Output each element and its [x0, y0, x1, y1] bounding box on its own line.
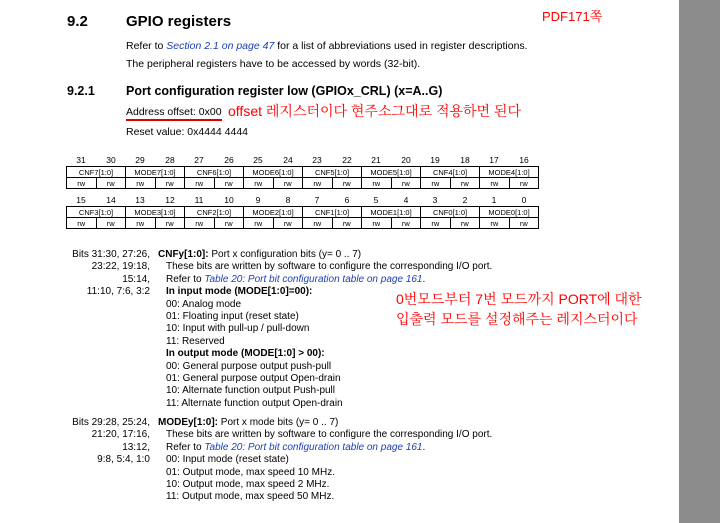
section-title: GPIO registers: [126, 13, 232, 30]
mode-option: 00: Input mode (reset state): [166, 454, 289, 466]
bit-number: 14: [106, 195, 116, 205]
field-cell: CNF6[1:0]: [185, 167, 244, 178]
field-cell: CNF1[1:0]: [303, 207, 362, 218]
access-cell: rw: [273, 218, 303, 229]
output-option: 00: General purpose output push-pull: [166, 360, 332, 372]
mode-field-title: [158, 417, 492, 429]
access-cell: rw: [480, 178, 510, 189]
field-cell: MODE7[1:0]: [126, 167, 185, 178]
input-option: 01: Floating input (reset state): [166, 311, 299, 323]
mode-option: 01: Output mode, max speed 10 MHz.: [166, 466, 335, 478]
input-option: 10: Input with pull-up / pull-down: [166, 323, 310, 335]
field-cell: MODE3[1:0]: [126, 207, 185, 218]
cnf-bits-line: Bits 31:30, 27:26,: [72, 249, 150, 260]
mode-field-summary: Port x mode bits (y= 0 .. 7): [218, 417, 339, 428]
bit-number: 13: [135, 195, 145, 205]
access-cell: rw: [450, 178, 480, 189]
bit-number: 5: [373, 195, 379, 205]
access-cell: rw: [303, 218, 333, 229]
mode-description: [158, 417, 492, 504]
bit-number: 4: [403, 195, 409, 205]
mode-desc-line: These bits are written by software to configure the corresponding I/O port.: [166, 429, 493, 441]
bit-number: 20: [401, 155, 411, 165]
bit-number: 22: [342, 155, 352, 165]
access-cell: rw: [244, 218, 274, 229]
bit-number: 0: [521, 195, 527, 205]
bit-number: 3: [432, 195, 438, 205]
cnf-bits-line: 23:22, 19:18, 15:14,: [91, 261, 150, 285]
cnf-description: [158, 249, 492, 410]
bit-number: 30: [106, 155, 116, 165]
cnf-bits-label: [63, 249, 150, 299]
table-20-link[interactable]: Table 20: Port bit configuration table on page 161: [204, 273, 423, 285]
access-cell: rw: [67, 178, 97, 189]
cnf-bits-line: 11:10, 7:6, 3:2: [86, 286, 150, 298]
field-cell: MODE6[1:0]: [244, 167, 303, 178]
access-row: [67, 178, 539, 189]
register-table-high: [66, 166, 539, 189]
bit-number: 24: [283, 155, 293, 165]
access-cell: rw: [155, 178, 185, 189]
field-cell: CNF4[1:0]: [421, 167, 480, 178]
section-link[interactable]: Section 2.1 on page 47: [166, 40, 275, 52]
bit-number: 25: [253, 155, 263, 165]
field-cell: MODE4[1:0]: [480, 167, 539, 178]
field-cell: MODE0[1:0]: [480, 207, 539, 218]
field-cell: MODE1[1:0]: [362, 207, 421, 218]
access-cell: rw: [421, 218, 451, 229]
bit-number: 8: [285, 195, 291, 205]
subsection-title: Port configuration register low (GPIOx_CRL) (x=A..G): [126, 84, 443, 98]
access-cell: rw: [480, 218, 510, 229]
access-cell: rw: [509, 178, 539, 189]
bit-number: 9: [255, 195, 261, 205]
access-cell: rw: [96, 218, 126, 229]
cnf-refer-line: [158, 274, 492, 286]
bit-number: 18: [460, 155, 470, 165]
cnf-field-name: CNFy[1:0]:: [158, 249, 209, 260]
field-cell: MODE5[1:0]: [362, 167, 421, 178]
cnf-refer-prefix: Refer to: [166, 273, 205, 285]
access-cell: rw: [214, 218, 244, 229]
modes-annotation: [396, 289, 642, 329]
access-cell: rw: [421, 178, 451, 189]
intro-refer-suffix: for a list of abbreviations used in register descriptions.: [274, 40, 528, 52]
mode-refer-suffix: .: [422, 441, 426, 453]
section-number: 9.2: [67, 13, 88, 30]
access-cell: rw: [509, 218, 539, 229]
mode-field-name: MODEy[1:0]:: [158, 417, 219, 428]
access-cell: rw: [362, 218, 392, 229]
bit-number: 16: [519, 155, 529, 165]
output-mode-heading: In output mode (MODE[1:0] > 00):: [166, 348, 325, 360]
field-cell: CNF3[1:0]: [67, 207, 126, 218]
access-cell: rw: [391, 178, 421, 189]
access-cell: rw: [332, 178, 362, 189]
bit-number: 6: [344, 195, 350, 205]
output-option: 11: Alternate function output Open-drain: [166, 397, 343, 409]
access-cell: rw: [185, 218, 215, 229]
page-number-annotation: PDF171쪽: [542, 9, 603, 24]
bit-number: 15: [76, 195, 86, 205]
address-offset: Address offset: 0x00: [126, 106, 222, 118]
field-name-row: [67, 207, 539, 218]
mode-refer-line: [158, 442, 492, 454]
access-cell: rw: [214, 178, 244, 189]
input-option: 00: Analog mode: [166, 298, 242, 310]
subsection-number: 9.2.1: [67, 84, 95, 98]
table-20-link[interactable]: Table 20: Port bit configuration table on page 161: [204, 441, 423, 453]
access-cell: rw: [185, 178, 215, 189]
access-cell: rw: [67, 218, 97, 229]
mode-bits-label: [63, 417, 150, 467]
mode-bits-line: Bits 29:28, 25:24,: [72, 417, 150, 428]
modes-annotation-line: 입출력 모드를 설정해주는 레지스터이다: [396, 311, 638, 327]
bit-number: 28: [165, 155, 175, 165]
access-cell: rw: [96, 178, 126, 189]
field-cell: MODE2[1:0]: [244, 207, 303, 218]
bit-number: 1: [491, 195, 497, 205]
access-cell: rw: [303, 178, 333, 189]
bit-number: 19: [430, 155, 440, 165]
access-cell: rw: [450, 218, 480, 229]
field-cell: CNF5[1:0]: [303, 167, 362, 178]
intro-refer-prefix: Refer to: [126, 40, 167, 52]
mode-refer-prefix: Refer to: [166, 441, 205, 453]
bit-number: 17: [489, 155, 499, 165]
page-edge-background: [679, 0, 720, 523]
cnf-field-title: [158, 249, 492, 261]
output-option: 10: Alternate function output Push-pull: [166, 385, 336, 397]
access-cell: rw: [155, 218, 185, 229]
access-cell: rw: [273, 178, 303, 189]
access-cell: rw: [244, 178, 274, 189]
mode-bits-line: 21:20, 17:16, 13:12,: [91, 429, 150, 453]
mode-option: 11: Output mode, max speed 50 MHz.: [166, 491, 335, 503]
access-row: [67, 218, 539, 229]
access-cell: rw: [362, 178, 392, 189]
field-cell: CNF2[1:0]: [185, 207, 244, 218]
input-option: 11: Reserved: [166, 335, 225, 347]
modes-annotation-line: 0번모드부터 7번 모드까지 PORT에 대한: [396, 291, 642, 307]
access-cell: rw: [332, 218, 362, 229]
bit-number: 29: [135, 155, 145, 165]
bit-number: 31: [76, 155, 86, 165]
access-cell: rw: [126, 178, 156, 189]
mode-option: 10: Output mode, max speed 2 MHz.: [166, 479, 330, 491]
output-option: 01: General purpose output Open-drain: [166, 373, 341, 385]
bit-number: 27: [194, 155, 204, 165]
address-offset-underline: [126, 119, 222, 121]
bit-number: 26: [224, 155, 234, 165]
bit-number: 10: [224, 195, 234, 205]
intro-refer-line: [126, 40, 528, 52]
field-cell: CNF7[1:0]: [67, 167, 126, 178]
cnf-refer-suffix: .: [422, 273, 426, 285]
mode-bits-line: 9:8, 5:4, 1:0: [97, 454, 150, 466]
field-cell: CNF0[1:0]: [421, 207, 480, 218]
reset-value: Reset value: 0x4444 4444: [126, 126, 249, 138]
access-cell: rw: [391, 218, 421, 229]
bit-number: 7: [314, 195, 320, 205]
bit-number: 2: [462, 195, 468, 205]
bit-number: 21: [371, 155, 381, 165]
offset-annotation: offset 레지스터이다 현주소그대로 적용하면 된다: [228, 103, 521, 119]
input-mode-heading: In input mode (MODE[1:0]=00):: [166, 286, 313, 298]
register-table-low: [66, 206, 539, 229]
access-cell: rw: [126, 218, 156, 229]
bit-number: 11: [194, 195, 204, 205]
cnf-field-summary: Port x configuration bits (y= 0 .. 7): [208, 249, 362, 260]
cnf-desc-line: These bits are written by software to configure the corresponding I/O port.: [166, 261, 493, 273]
intro-access-line: The peripheral registers have to be accessed by words (32-bit).: [126, 58, 421, 70]
bit-number: 23: [312, 155, 322, 165]
field-name-row: [67, 167, 539, 178]
bit-number: 12: [165, 195, 175, 205]
